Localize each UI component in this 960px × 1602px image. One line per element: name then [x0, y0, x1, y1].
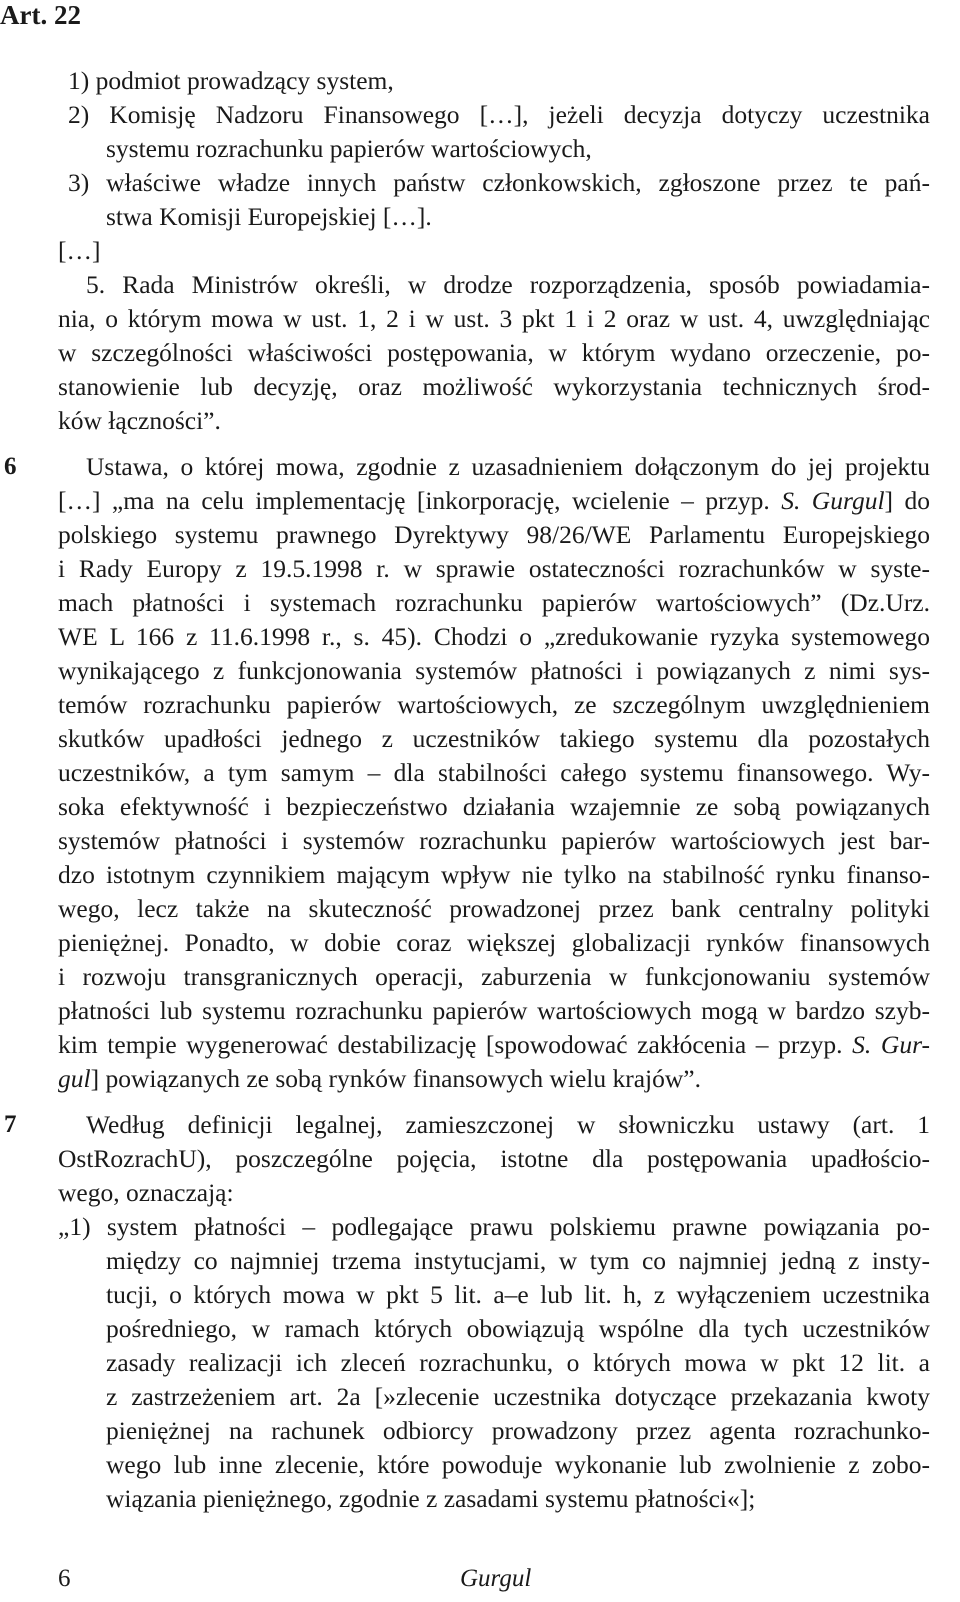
page-number: 6 [58, 1565, 71, 1592]
paragraph-line: […] „ma na celu implementację [inkorporację, wcielenie – przyp. S. Gurgul] do [58, 486, 930, 515]
paragraph-line: i Rady Europy z 19.5.1998 r. w sprawie ostateczności rozrachunków w syste- [58, 554, 930, 583]
paragraph-line: polskiego systemu prawnego Dyrektywy 98/26/WE Parlamentu Europejskiego [58, 520, 930, 549]
paragraph-line: dzo istotnym czynnikiem mającym wpływ nie tylko na stabilność rynku finanso- [58, 860, 930, 889]
definition-line: zasady realizacji ich zleceń rozrachunku, o których mowa w pkt 12 lit. a [106, 1348, 930, 1377]
margin-number: 6 [4, 453, 17, 480]
paragraph-line: wego, oznaczają: [58, 1178, 234, 1207]
paragraph-line: WE L 166 z 11.6.1998 r., s. 45). Chodzi o „zredukowanie ryzyka systemowego [58, 622, 930, 651]
paragraph-line: Ustawa, o której mowa, zgodnie z uzasadnieniem dołączonym do jej projektu [86, 452, 930, 481]
paragraph-line: nia, o którym mowa w ust. 1, 2 i w ust. 3 pkt 1 i 2 oraz w ust. 4, uwzględniając [58, 304, 930, 333]
paragraph-line: uczestników, a tym samym – dla stabilności całego systemu finansowego. Wy- [58, 758, 930, 787]
article-header: Art. 22 [0, 0, 81, 30]
omission-marker: […] [58, 236, 101, 265]
definition-line: pośredniego, w ramach których obowiązują wspólne dla tych uczestników [106, 1314, 930, 1343]
list-item: 3) właściwe władze innych państw członkowskich, zgłoszone przez te pań- [68, 168, 930, 197]
definition-line: wego lub inne zlecenie, które powoduje wykonanie lub zwolnienie z zobo- [106, 1450, 930, 1479]
paragraph-line: Według definicji legalnej, zamieszczonej w słowniczku ustawy (art. 1 [86, 1110, 930, 1139]
paragraph-line: płatności lub systemu rozrachunku papierów wartościowych mogą w bardzo szyb- [58, 996, 930, 1025]
paragraph-line: mach płatności i systemach rozrachunku papierów wartościowych” (Dz.Urz. [58, 588, 930, 617]
paragraph-line: OstRozrachU), poszczególne pojęcia, istotne dla postępowania upadłościo- [58, 1144, 930, 1173]
paragraph-line: kim tempie wygenerować destabilizację [spowodować zakłócenia – przyp. S. Gur- [58, 1030, 930, 1059]
paragraph-line: i rozwoju transgranicznych operacji, zaburzenia w funkcjonowaniu systemów [58, 962, 930, 991]
paragraph-line: 5. Rada Ministrów określi, w drodze rozporządzenia, sposób powiadamia- [86, 270, 930, 299]
paragraph-line: skutków upadłości jednego z uczestników takiego systemu dla pozostałych [58, 724, 930, 753]
list-item: 1) podmiot prowadzący system, [68, 66, 394, 95]
definition-line: „1) system płatności – podlegające prawu polskiemu prawne powiązania po- [58, 1212, 930, 1241]
paragraph-line: w szczególności właściwości postępowania, w którym wydano orzeczenie, po- [58, 338, 930, 367]
paragraph-line: temów rozrachunku papierów wartościowych, ze szczególnym uwzględnieniem [58, 690, 930, 719]
paragraph-line: systemów płatności i systemów rozrachunku papierów wartościowych jest bar- [58, 826, 930, 855]
paragraph-line: gul] powiązanych ze sobą rynków finansowych wielu krajów”. [58, 1064, 701, 1093]
list-item: 2) Komisję Nadzoru Finansowego […], jeżeli decyzja dotyczy uczestnika [68, 100, 930, 129]
list-item-continuation: systemu rozrachunku papierów wartościowych, [106, 134, 592, 163]
definition-line: między co najmniej trzema instytucjami, w tym co najmniej jedną z insty- [106, 1246, 930, 1275]
list-item-continuation: stwa Komisji Europejskiej […]. [106, 202, 432, 231]
paragraph-line: pieniężnej. Ponadto, w dobie coraz większej globalizacji rynków finansowych [58, 928, 930, 957]
definition-line: pieniężnej na rachunek odbiorcy prowadzony przez agenta rozrachunko- [106, 1416, 930, 1445]
running-footer-author: Gurgul [460, 1565, 532, 1592]
definition-line: wiązania pieniężnego, zgodnie z zasadami systemu płatności«]; [106, 1484, 756, 1513]
paragraph-line: wego, lecz także na skuteczność prowadzonej przez bank centralny polityki [58, 894, 930, 923]
paragraph-line: ków łączności”. [58, 406, 221, 435]
paragraph-line: stanowienie lub decyzję, oraz możliwość wykorzystania technicznych środ- [58, 372, 930, 401]
definition-line: tucji, o których mowa w pkt 5 lit. a–e lub lit. h, z wyłączeniem uczestnika [106, 1280, 930, 1309]
paragraph-line: soka efektywność i bezpieczeństwo działania wzajemnie ze sobą powiązanych [58, 792, 930, 821]
definition-line: z zastrzeżeniem art. 2a [»zlecenie uczestnika dotyczące przekazania kwoty [106, 1382, 930, 1411]
paragraph-line: wynikającego z funkcjonowania systemów płatności i powiązanych z nimi sys- [58, 656, 930, 685]
margin-number: 7 [4, 1111, 17, 1138]
